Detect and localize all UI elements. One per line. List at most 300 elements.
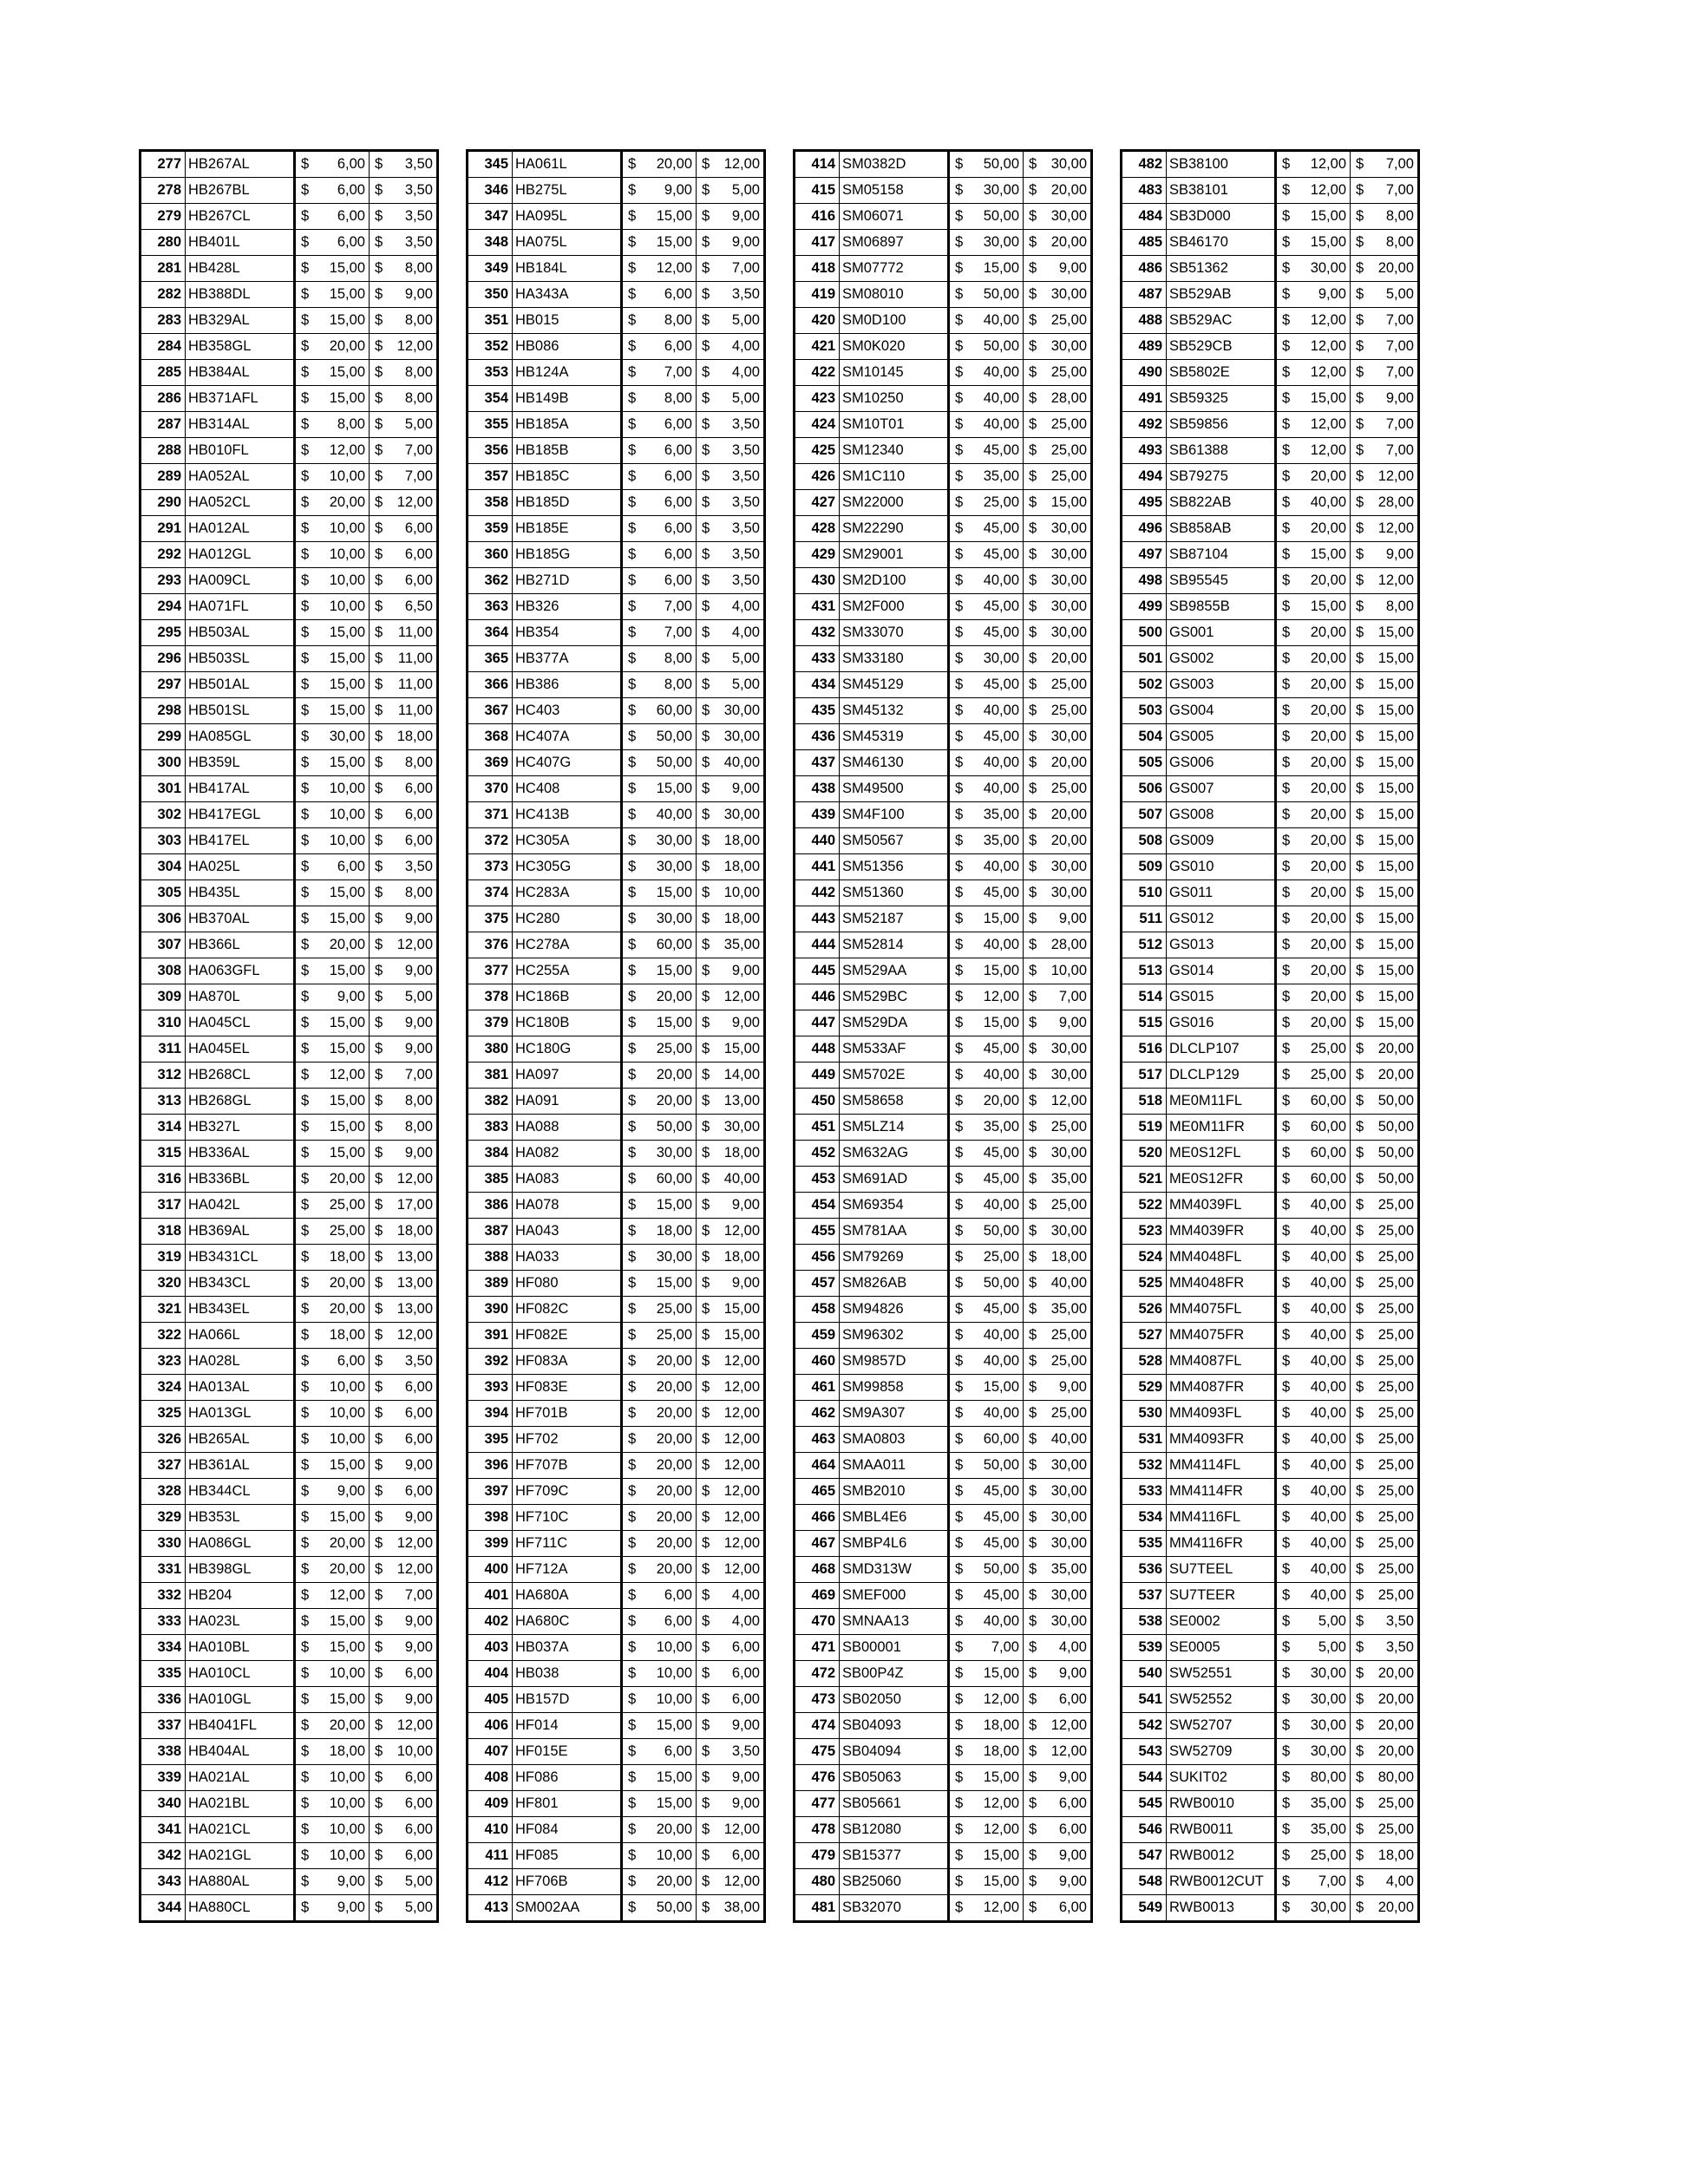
- item-number: 422: [795, 360, 840, 386]
- price-amount: 30,00: [983, 234, 1019, 250]
- part-code: HB275L: [513, 178, 622, 204]
- price-amount: 6,00: [404, 1847, 433, 1863]
- price-amount: 6,00: [337, 859, 365, 874]
- list-price: [949, 1297, 1024, 1323]
- price-amount: 6,00: [664, 442, 692, 458]
- table-row: [795, 1765, 1092, 1791]
- part-code: HF707B: [513, 1453, 622, 1479]
- currency-symbol: $: [702, 1769, 710, 1785]
- table-row: [468, 464, 765, 490]
- price-amount: 15,00: [329, 1509, 365, 1525]
- table-row: [141, 542, 438, 568]
- currency-symbol: $: [1282, 1795, 1291, 1811]
- item-number: 486: [1122, 256, 1167, 282]
- price-amount: 8,00: [404, 364, 433, 380]
- item-number: 549: [1122, 1895, 1167, 1922]
- price-amount: 50,00: [1377, 1093, 1414, 1108]
- list-price: [295, 880, 370, 906]
- table-row: [1122, 1401, 1419, 1427]
- sale-price: [1024, 1427, 1092, 1453]
- table-row: [141, 516, 438, 542]
- currency-symbol: $: [375, 1249, 383, 1265]
- currency-symbol: $: [375, 1665, 383, 1681]
- item-number: 343: [141, 1869, 186, 1895]
- currency-symbol: $: [375, 624, 383, 640]
- sale-price: [370, 1167, 438, 1193]
- table-row: [468, 1817, 765, 1843]
- list-price: [949, 464, 1024, 490]
- currency-symbol: $: [702, 1613, 710, 1629]
- part-code: SM0382D: [840, 151, 949, 178]
- currency-symbol: $: [702, 1145, 710, 1161]
- currency-symbol: $: [955, 1119, 964, 1135]
- sale-price: [697, 1375, 765, 1401]
- currency-symbol: $: [1356, 624, 1364, 640]
- part-code: HA028L: [186, 1349, 295, 1375]
- item-number: 372: [468, 828, 513, 854]
- currency-symbol: $: [375, 286, 383, 302]
- currency-symbol: $: [955, 286, 964, 302]
- item-number: 317: [141, 1193, 186, 1219]
- item-number: 307: [141, 932, 186, 958]
- price-amount: 8,00: [337, 416, 365, 432]
- sale-price: [1351, 464, 1419, 490]
- sale-price: [1351, 151, 1419, 178]
- price-amount: 30,00: [656, 1249, 692, 1265]
- part-code: RWB0010: [1167, 1791, 1276, 1817]
- price-amount: 20,00: [329, 937, 365, 952]
- currency-symbol: $: [1282, 1900, 1291, 1915]
- part-code: HA870L: [186, 984, 295, 1010]
- currency-symbol: $: [301, 1509, 310, 1525]
- price-amount: 6,00: [1058, 1691, 1087, 1707]
- price-amount: 8,00: [404, 885, 433, 900]
- part-code: SM10145: [840, 360, 949, 386]
- sale-price: [370, 282, 438, 308]
- table-row: [141, 958, 438, 984]
- currency-symbol: $: [1356, 859, 1364, 874]
- currency-symbol: $: [1282, 1639, 1291, 1655]
- currency-symbol: $: [301, 1639, 310, 1655]
- table-row: [141, 1089, 438, 1115]
- table-row: [468, 880, 765, 906]
- sale-price: [370, 1765, 438, 1791]
- part-code: SB529CB: [1167, 334, 1276, 360]
- price-amount: 50,00: [656, 1900, 692, 1915]
- part-code: HF083A: [513, 1349, 622, 1375]
- price-amount: 12,00: [329, 442, 365, 458]
- part-code: SB5802E: [1167, 360, 1276, 386]
- price-amount: 6,00: [1058, 1900, 1087, 1915]
- part-code: SB529AB: [1167, 282, 1276, 308]
- part-code: HF709C: [513, 1479, 622, 1505]
- currency-symbol: $: [1029, 364, 1037, 380]
- price-amount: 20,00: [656, 1483, 692, 1499]
- currency-symbol: $: [375, 651, 383, 666]
- sale-price: [1351, 620, 1419, 646]
- price-amount: 9,00: [337, 1873, 365, 1889]
- table-row: [795, 1843, 1092, 1869]
- part-code: SB59856: [1167, 412, 1276, 438]
- price-amount: 25,00: [1050, 364, 1087, 380]
- price-amount: 15,00: [329, 677, 365, 692]
- list-price: [949, 1687, 1024, 1713]
- price-amount: 6,00: [337, 156, 365, 172]
- price-amount: 30,00: [656, 1145, 692, 1161]
- currency-symbol: $: [375, 1067, 383, 1082]
- table-row: [795, 334, 1092, 360]
- currency-symbol: $: [375, 1691, 383, 1707]
- sale-price: [1024, 516, 1092, 542]
- list-price: [295, 1063, 370, 1089]
- sale-price: [370, 360, 438, 386]
- item-number: 483: [1122, 178, 1167, 204]
- price-amount: 18,00: [396, 1223, 433, 1239]
- sale-price: [1351, 828, 1419, 854]
- currency-symbol: $: [955, 989, 964, 1004]
- list-price: [949, 932, 1024, 958]
- item-number: 280: [141, 230, 186, 256]
- currency-symbol: $: [702, 1119, 710, 1135]
- sale-price: [697, 958, 765, 984]
- list-price: [295, 932, 370, 958]
- list-price: [622, 178, 697, 204]
- currency-symbol: $: [955, 1509, 964, 1525]
- list-price: [622, 1765, 697, 1791]
- price-amount: 10,00: [329, 1795, 365, 1811]
- item-number: 497: [1122, 542, 1167, 568]
- sale-price: [697, 568, 765, 594]
- currency-symbol: $: [702, 286, 710, 302]
- part-code: SB858AB: [1167, 516, 1276, 542]
- currency-symbol: $: [702, 598, 710, 614]
- list-price: [622, 1635, 697, 1661]
- currency-symbol: $: [628, 520, 637, 536]
- currency-symbol: $: [301, 546, 310, 562]
- part-code: SM51360: [840, 880, 949, 906]
- currency-symbol: $: [1282, 1197, 1291, 1213]
- sale-price: [697, 1739, 765, 1765]
- price-amount: 45,00: [983, 442, 1019, 458]
- sale-price: [370, 1010, 438, 1036]
- list-price: [295, 1895, 370, 1922]
- table-row: [141, 1401, 438, 1427]
- currency-symbol: $: [702, 416, 710, 432]
- part-code: SM96302: [840, 1323, 949, 1349]
- table-row: [468, 932, 765, 958]
- table-row: [795, 256, 1092, 282]
- item-number: 322: [141, 1323, 186, 1349]
- list-price: [1276, 1010, 1351, 1036]
- sale-price: [1351, 1713, 1419, 1739]
- item-number: 471: [795, 1635, 840, 1661]
- part-code: SM06897: [840, 230, 949, 256]
- currency-symbol: $: [375, 1197, 383, 1213]
- list-price: [295, 1661, 370, 1687]
- currency-symbol: $: [702, 494, 710, 510]
- price-amount: 12,00: [1050, 1717, 1087, 1733]
- currency-symbol: $: [1356, 416, 1364, 432]
- list-price: [295, 672, 370, 698]
- price-amount: 40,00: [1310, 1197, 1346, 1213]
- item-number: 326: [141, 1427, 186, 1453]
- price-amount: 12,00: [983, 1795, 1019, 1811]
- price-amount: 12,00: [723, 1535, 760, 1551]
- currency-symbol: $: [375, 1301, 383, 1317]
- price-amount: 3,50: [404, 208, 433, 224]
- list-price: [622, 880, 697, 906]
- price-amount: 25,00: [1377, 1509, 1414, 1525]
- item-number: 447: [795, 1010, 840, 1036]
- list-price: [295, 1297, 370, 1323]
- currency-symbol: $: [1356, 703, 1364, 718]
- currency-symbol: $: [955, 1093, 964, 1108]
- sale-price: [1351, 230, 1419, 256]
- list-price: [622, 620, 697, 646]
- sale-price: [1351, 1687, 1419, 1713]
- price-amount: 20,00: [1377, 1717, 1414, 1733]
- sale-price: [370, 1557, 438, 1583]
- list-price: [622, 698, 697, 724]
- sale-price: [697, 256, 765, 282]
- price-amount: 20,00: [329, 1561, 365, 1577]
- list-price: [622, 1713, 697, 1739]
- price-amount: 25,00: [1377, 1821, 1414, 1837]
- list-price: [1276, 386, 1351, 412]
- item-number: 537: [1122, 1583, 1167, 1609]
- currency-symbol: $: [1356, 1821, 1364, 1837]
- list-price: [949, 1479, 1024, 1505]
- list-price: [622, 1063, 697, 1089]
- currency-symbol: $: [628, 1301, 637, 1317]
- sale-price: [1351, 204, 1419, 230]
- price-amount: 10,00: [656, 1639, 692, 1655]
- currency-symbol: $: [955, 1249, 964, 1265]
- item-number: 298: [141, 698, 186, 724]
- table-row: [468, 1167, 765, 1193]
- part-code: HA088: [513, 1115, 622, 1141]
- price-amount: 15,00: [1310, 546, 1346, 562]
- currency-symbol: $: [628, 729, 637, 744]
- price-amount: 7,00: [664, 598, 692, 614]
- item-number: 444: [795, 932, 840, 958]
- currency-symbol: $: [1029, 1821, 1037, 1837]
- list-price: [295, 1245, 370, 1271]
- list-price: [295, 1271, 370, 1297]
- list-price: [622, 1141, 697, 1167]
- sale-price: [697, 308, 765, 334]
- price-amount: 15,00: [329, 703, 365, 718]
- price-amount: 50,00: [656, 1119, 692, 1135]
- currency-symbol: $: [1029, 963, 1037, 978]
- table-row: [468, 984, 765, 1010]
- item-number: 541: [1122, 1687, 1167, 1713]
- part-code: HB157D: [513, 1687, 622, 1713]
- item-number: 318: [141, 1219, 186, 1245]
- table-row: [1122, 646, 1419, 672]
- currency-symbol: $: [1356, 286, 1364, 302]
- currency-symbol: $: [1029, 1509, 1037, 1525]
- price-amount: 20,00: [329, 494, 365, 510]
- list-price: [1276, 1557, 1351, 1583]
- price-amount: 20,00: [1377, 260, 1414, 276]
- sale-price: [1024, 308, 1092, 334]
- table-row: [1122, 1739, 1419, 1765]
- part-code: MM4048FL: [1167, 1245, 1276, 1271]
- table-row: [141, 880, 438, 906]
- price-amount: 35,00: [723, 937, 760, 952]
- currency-symbol: $: [301, 911, 310, 926]
- currency-symbol: $: [375, 1743, 383, 1759]
- currency-symbol: $: [955, 729, 964, 744]
- price-amount: 15,00: [983, 1769, 1019, 1785]
- sale-price: [697, 1479, 765, 1505]
- currency-symbol: $: [375, 1327, 383, 1343]
- price-amount: 20,00: [329, 1535, 365, 1551]
- part-code: HA021AL: [186, 1765, 295, 1791]
- currency-symbol: $: [702, 182, 710, 198]
- part-code: MM4093FR: [1167, 1427, 1276, 1453]
- sale-price: [1024, 256, 1092, 282]
- price-amount: 9,00: [731, 1275, 760, 1291]
- sale-price: [1024, 1141, 1092, 1167]
- part-code: HB386: [513, 672, 622, 698]
- table-row: [795, 880, 1092, 906]
- currency-symbol: $: [301, 729, 310, 744]
- table-row: [468, 1375, 765, 1401]
- price-amount: 18,00: [723, 833, 760, 848]
- currency-symbol: $: [1282, 1145, 1291, 1161]
- currency-symbol: $: [1282, 885, 1291, 900]
- price-amount: 12,00: [723, 1821, 760, 1837]
- price-amount: 40,00: [1310, 1561, 1346, 1577]
- list-price: [295, 1635, 370, 1661]
- currency-symbol: $: [301, 260, 310, 276]
- price-amount: 15,00: [329, 885, 365, 900]
- price-amount: 8,00: [1385, 234, 1414, 250]
- item-number: 412: [468, 1869, 513, 1895]
- sale-price: [1024, 1661, 1092, 1687]
- price-amount: 12,00: [396, 1717, 433, 1733]
- currency-symbol: $: [1356, 182, 1364, 198]
- price-amount: 9,00: [404, 286, 433, 302]
- currency-symbol: $: [1282, 1483, 1291, 1499]
- currency-symbol: $: [375, 1405, 383, 1421]
- list-price: [949, 334, 1024, 360]
- item-number: 367: [468, 698, 513, 724]
- table-row: [141, 1453, 438, 1479]
- table-row: [1122, 1843, 1419, 1869]
- currency-symbol: $: [955, 833, 964, 848]
- part-code: SB822AB: [1167, 490, 1276, 516]
- price-amount: 20,00: [656, 1535, 692, 1551]
- table-row: [795, 516, 1092, 542]
- item-number: 501: [1122, 646, 1167, 672]
- currency-symbol: $: [1282, 1561, 1291, 1577]
- price-amount: 15,00: [329, 312, 365, 328]
- part-code: HB185E: [513, 516, 622, 542]
- part-code: SB05063: [840, 1765, 949, 1791]
- part-code: HB354: [513, 620, 622, 646]
- part-code: SM691AD: [840, 1167, 949, 1193]
- currency-symbol: $: [1282, 1041, 1291, 1056]
- currency-symbol: $: [628, 1561, 637, 1577]
- currency-symbol: $: [702, 989, 710, 1004]
- part-code: ME0M11FL: [1167, 1089, 1276, 1115]
- item-number: 297: [141, 672, 186, 698]
- list-price: [1276, 880, 1351, 906]
- table-row: [468, 1323, 765, 1349]
- currency-symbol: $: [1282, 416, 1291, 432]
- sale-price: [697, 412, 765, 438]
- currency-symbol: $: [1356, 1561, 1364, 1577]
- item-number: 448: [795, 1036, 840, 1063]
- price-amount: 7,00: [1385, 182, 1414, 198]
- table-row: [795, 1271, 1092, 1297]
- price-amount: 40,00: [1310, 494, 1346, 510]
- list-price: [295, 594, 370, 620]
- sale-price: [370, 1245, 438, 1271]
- price-amount: 9,00: [1058, 1379, 1087, 1395]
- currency-symbol: $: [955, 338, 964, 354]
- sale-price: [697, 282, 765, 308]
- item-number: 377: [468, 958, 513, 984]
- price-amount: 8,00: [404, 312, 433, 328]
- sale-price: [1351, 1219, 1419, 1245]
- sale-price: [1351, 1427, 1419, 1453]
- list-price: [1276, 646, 1351, 672]
- currency-symbol: $: [1029, 1743, 1037, 1759]
- currency-symbol: $: [1282, 442, 1291, 458]
- table-row: [795, 360, 1092, 386]
- currency-symbol: $: [955, 182, 964, 198]
- currency-symbol: $: [301, 572, 310, 588]
- sale-price: [1024, 620, 1092, 646]
- sale-price: [697, 1167, 765, 1193]
- part-code: SM45319: [840, 724, 949, 750]
- price-amount: 15,00: [983, 1847, 1019, 1863]
- list-price: [949, 386, 1024, 412]
- table-row: [141, 1557, 438, 1583]
- currency-symbol: $: [702, 1900, 710, 1915]
- item-number: 465: [795, 1479, 840, 1505]
- currency-symbol: $: [1356, 1639, 1364, 1655]
- currency-symbol: $: [628, 468, 637, 484]
- part-code: HB343CL: [186, 1271, 295, 1297]
- table-row: [468, 1505, 765, 1531]
- item-number: 532: [1122, 1453, 1167, 1479]
- currency-symbol: $: [702, 703, 710, 718]
- part-code: HB503AL: [186, 620, 295, 646]
- sale-price: [697, 1817, 765, 1843]
- item-number: 513: [1122, 958, 1167, 984]
- currency-symbol: $: [301, 703, 310, 718]
- part-code: HF083E: [513, 1375, 622, 1401]
- price-amount: 35,00: [1050, 1301, 1087, 1317]
- table-row: [1122, 230, 1419, 256]
- currency-symbol: $: [1029, 1457, 1037, 1473]
- item-number: 472: [795, 1661, 840, 1687]
- price-amount: 18,00: [983, 1743, 1019, 1759]
- price-amount: 10,00: [329, 598, 365, 614]
- currency-symbol: $: [1282, 520, 1291, 536]
- item-number: 487: [1122, 282, 1167, 308]
- item-number: 476: [795, 1765, 840, 1791]
- currency-symbol: $: [1282, 260, 1291, 276]
- part-code: DLCLP107: [1167, 1036, 1276, 1063]
- price-amount: 6,00: [337, 1353, 365, 1369]
- list-price: [622, 1505, 697, 1531]
